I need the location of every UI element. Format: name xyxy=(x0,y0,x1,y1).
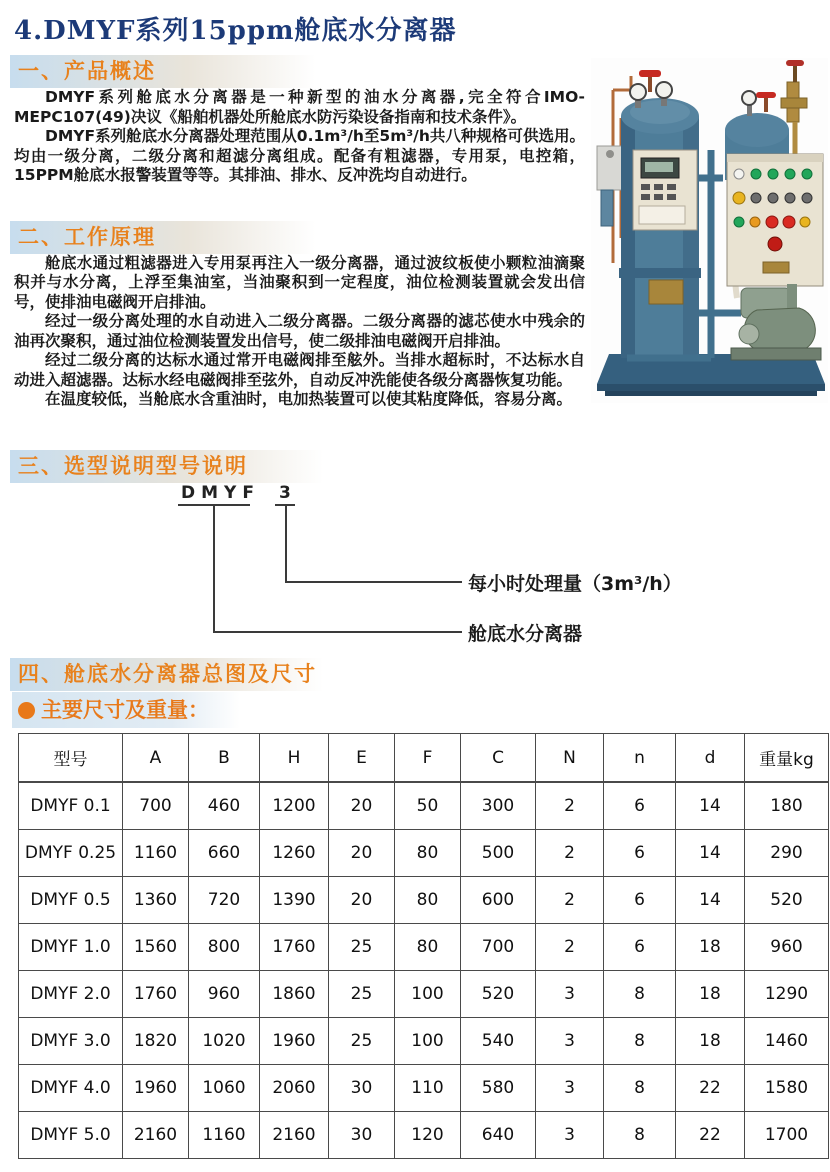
value-cell: 2160 xyxy=(123,1112,189,1159)
value-cell: 960 xyxy=(189,971,260,1018)
value-cell: 520 xyxy=(461,971,536,1018)
value-cell: 290 xyxy=(745,830,829,877)
model-cell: DMYF 0.25 xyxy=(19,830,123,877)
capacity-label: 每小时处理量（3m³/h） xyxy=(468,573,682,595)
value-cell: 800 xyxy=(189,924,260,971)
value-cell: 1760 xyxy=(260,924,329,971)
value-cell: 30 xyxy=(329,1112,395,1159)
bilge-separator-photo-illustration xyxy=(591,58,828,403)
panel-nameplate xyxy=(763,262,789,273)
value-cell: 1960 xyxy=(260,1018,329,1065)
electric-control-panel xyxy=(727,154,823,286)
value-cell: 3 xyxy=(536,1065,604,1112)
value-cell: 2 xyxy=(536,924,604,971)
section3-heading: 三、选型说明型号说明 xyxy=(10,450,340,483)
value-cell: 14 xyxy=(676,877,745,924)
column-header: C xyxy=(461,734,536,783)
value-cell: 6 xyxy=(604,877,676,924)
column-header: N xyxy=(536,734,604,783)
separator-tank-left xyxy=(619,98,701,368)
value-cell: 6 xyxy=(604,924,676,971)
value-cell: 2060 xyxy=(260,1065,329,1112)
column-header: H xyxy=(260,734,329,783)
section1-heading: 一、产品概述 xyxy=(10,55,332,88)
value-cell: 14 xyxy=(676,782,745,830)
value-cell: 8 xyxy=(604,1112,676,1159)
column-header: A xyxy=(123,734,189,783)
product-photo xyxy=(591,58,828,403)
value-cell: 2 xyxy=(536,877,604,924)
section4-heading: 四、舱底水分离器总图及尺寸 xyxy=(10,658,340,691)
model-size-text: 3 xyxy=(279,483,291,503)
section2-paragraph: 经过二级分离的达标水通过常开电磁阀排至舷外。当排水超标时，不达标水自动进入超滤器。达标水经电磁阀排至弦外，自动反冲洗能使各级分离器恢复功能。 xyxy=(14,351,585,389)
product-label: 舱底水分离器 xyxy=(468,623,583,645)
value-cell: 1560 xyxy=(123,924,189,971)
leader-horizontal-product xyxy=(213,631,462,633)
value-cell: 100 xyxy=(395,971,461,1018)
value-cell: 8 xyxy=(604,971,676,1018)
value-cell: 22 xyxy=(676,1065,745,1112)
value-cell: 1460 xyxy=(745,1018,829,1065)
value-cell: 6 xyxy=(604,830,676,877)
value-cell: 1580 xyxy=(745,1065,829,1112)
page-title: 4.DMYF系列15ppm舱底水分离器 xyxy=(14,16,457,46)
dimensions-table xyxy=(18,733,829,1159)
value-cell: 460 xyxy=(189,782,260,830)
value-cell: 700 xyxy=(461,924,536,971)
value-cell: 30 xyxy=(329,1065,395,1112)
value-cell: 3 xyxy=(536,971,604,1018)
section1-paragraph: DMYF系列舱底水分离器处理范围从0.1m³/h至5m³/h共八种规格可供选用。均由一级分离，二级分离和超滤分离组成。配备有粗滤器，专用泵，电控箱，15PPM舱底水报警装置等等。其排油、排水、反冲洗均自动进行。 xyxy=(14,127,585,184)
table-row xyxy=(19,924,829,971)
column-header: d xyxy=(676,734,745,783)
value-cell: 180 xyxy=(745,782,829,830)
value-cell: 120 xyxy=(395,1112,461,1159)
table-row xyxy=(19,971,829,1018)
section2-paragraph: 经过一级分离处理的水自动进入二级分离器。二级分离器的滤芯使水中残余的油再次聚积，通过油位检测装置发出信号，使二级排油电磁阀开启排油。 xyxy=(14,312,585,350)
value-cell: 1700 xyxy=(745,1112,829,1159)
value-cell: 100 xyxy=(395,1018,461,1065)
section1-paragraph: DMYF系列舱底水分离器是一种新型的油水分离器,完全符合IMO-MEPC107(49)决议《船舶机器处所舱底水防污染设备指南和技术条件》。 xyxy=(14,88,585,126)
value-cell: 520 xyxy=(745,877,829,924)
section2-paragraph: 舱底水通过粗滤器进入专用泵再注入一级分离器，通过波纹板使小颗粒油滴聚积并与水分离，上浮至集油室，当油聚积到一定程度，油位检测装置就会发出信号，使排油电磁阀开启排油。 xyxy=(14,253,585,311)
value-cell: 3 xyxy=(536,1018,604,1065)
alarm-controller-box xyxy=(633,150,697,230)
leader-vertical-size xyxy=(285,505,287,582)
column-header: 重量kg xyxy=(745,734,829,783)
value-cell: 110 xyxy=(395,1065,461,1112)
value-cell: 1260 xyxy=(260,830,329,877)
value-cell: 1360 xyxy=(123,877,189,924)
table-row xyxy=(19,1018,829,1065)
value-cell: 580 xyxy=(461,1065,536,1112)
value-cell: 1060 xyxy=(189,1065,260,1112)
value-cell: 540 xyxy=(461,1018,536,1065)
section2-paragraph: 在温度较低，当舱底水含重油时，电加热装置可以使其粘度降低，容易分离。 xyxy=(45,390,573,408)
value-cell: 20 xyxy=(329,830,395,877)
column-header: B xyxy=(189,734,260,783)
column-header: 型号 xyxy=(19,734,123,783)
model-prefix-text: DMYF xyxy=(181,483,260,503)
column-header: n xyxy=(604,734,676,783)
leader-horizontal-capacity xyxy=(285,581,462,583)
model-cell: DMYF 2.0 xyxy=(19,971,123,1018)
value-cell: 1160 xyxy=(123,830,189,877)
value-cell: 80 xyxy=(395,924,461,971)
value-cell: 8 xyxy=(604,1065,676,1112)
value-cell: 1020 xyxy=(189,1018,260,1065)
column-header: E xyxy=(329,734,395,783)
value-cell: 720 xyxy=(189,877,260,924)
value-cell: 18 xyxy=(676,971,745,1018)
value-cell: 8 xyxy=(604,1018,676,1065)
model-designation-section xyxy=(0,450,830,655)
emergency-stop-button xyxy=(768,237,782,251)
pump-motor-unit xyxy=(731,284,821,360)
section2-heading: 二、工作原理 xyxy=(10,221,332,254)
value-cell: 6 xyxy=(604,782,676,830)
value-cell: 20 xyxy=(329,782,395,830)
value-cell: 1200 xyxy=(260,782,329,830)
value-cell: 1860 xyxy=(260,971,329,1018)
model-cell: DMYF 1.0 xyxy=(19,924,123,971)
value-cell: 3 xyxy=(536,1112,604,1159)
model-cell: DMYF 3.0 xyxy=(19,1018,123,1065)
level-instrument xyxy=(597,146,623,226)
value-cell: 1160 xyxy=(189,1112,260,1159)
value-cell: 700 xyxy=(123,782,189,830)
dimensions-subheading xyxy=(12,692,240,728)
model-cell: DMYF 0.5 xyxy=(19,877,123,924)
table-header-row xyxy=(19,734,829,783)
overview-and-principle xyxy=(10,55,828,410)
value-cell: 300 xyxy=(461,782,536,830)
value-cell: 18 xyxy=(676,1018,745,1065)
value-cell: 1960 xyxy=(123,1065,189,1112)
value-cell: 2 xyxy=(536,830,604,877)
leader-vertical-prefix xyxy=(213,505,215,632)
value-cell: 1760 xyxy=(123,971,189,1018)
value-cell: 25 xyxy=(329,1018,395,1065)
value-cell: 640 xyxy=(461,1112,536,1159)
value-cell: 18 xyxy=(676,924,745,971)
model-cell: DMYF 4.0 xyxy=(19,1065,123,1112)
value-cell: 600 xyxy=(461,877,536,924)
value-cell: 80 xyxy=(395,877,461,924)
value-cell: 50 xyxy=(395,782,461,830)
value-cell: 25 xyxy=(329,924,395,971)
table-row xyxy=(19,782,829,830)
value-cell: 80 xyxy=(395,830,461,877)
bullet-icon xyxy=(18,702,35,719)
value-cell: 2160 xyxy=(260,1112,329,1159)
table-row xyxy=(19,877,829,924)
dimensions-subheading-label: 主要尺寸及重量： xyxy=(41,698,209,722)
value-cell: 20 xyxy=(329,877,395,924)
brass-nameplate xyxy=(649,280,683,304)
value-cell: 1390 xyxy=(260,877,329,924)
model-cell: DMYF 0.1 xyxy=(19,782,123,830)
table-row xyxy=(19,830,829,877)
value-cell: 2 xyxy=(536,782,604,830)
table-row xyxy=(19,1112,829,1159)
value-cell: 1820 xyxy=(123,1018,189,1065)
model-cell: DMYF 5.0 xyxy=(19,1112,123,1159)
column-header: F xyxy=(395,734,461,783)
value-cell: 1290 xyxy=(745,971,829,1018)
value-cell: 14 xyxy=(676,830,745,877)
table-row xyxy=(19,1065,829,1112)
value-cell: 660 xyxy=(189,830,260,877)
value-cell: 22 xyxy=(676,1112,745,1159)
value-cell: 500 xyxy=(461,830,536,877)
value-cell: 960 xyxy=(745,924,829,971)
value-cell: 25 xyxy=(329,971,395,1018)
